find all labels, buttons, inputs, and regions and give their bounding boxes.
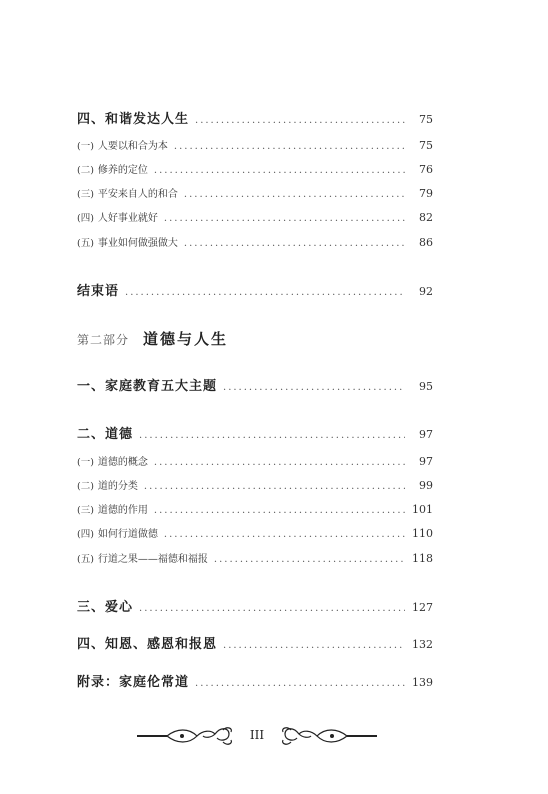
toc-entry-page: 95 — [419, 380, 433, 393]
toc-entry-appendix[interactable] — [77, 676, 433, 689]
toc-entry-p2-3[interactable] — [77, 601, 433, 614]
leader-dots — [139, 604, 405, 614]
toc-entry-number: (一) — [77, 457, 94, 468]
leader-dots — [139, 431, 405, 441]
leader-dots — [154, 458, 405, 468]
leader-dots — [154, 506, 405, 516]
leader-dots — [214, 555, 405, 565]
toc-entry-page: 132 — [412, 638, 433, 651]
toc-entry-page: 97 — [419, 455, 433, 468]
leader-dots — [164, 530, 405, 540]
toc-entry-number: (五) — [77, 554, 94, 565]
toc-entry-page: 75 — [419, 139, 433, 152]
toc-entry-page: 101 — [412, 503, 433, 516]
toc-entry-title: 道德的概念 — [97, 457, 148, 468]
toc-entry-conclusion[interactable] — [77, 285, 433, 298]
leader-dots — [195, 679, 405, 689]
leader-dots — [164, 214, 405, 224]
toc-entry-p2-2-1[interactable] — [77, 456, 433, 468]
toc-entry-page: 79 — [419, 187, 433, 200]
part-label: 第二部分 — [77, 333, 130, 347]
toc-entry-number: (三) — [77, 505, 94, 516]
toc-entry-4-2[interactable] — [77, 164, 433, 176]
toc-entry-title: 四、和谐发达人生 — [77, 112, 190, 127]
toc-entry-title: 一、家庭教育五大主题 — [77, 379, 218, 394]
page-number: III — [249, 728, 265, 742]
toc-entry-page: 75 — [419, 113, 433, 126]
toc-entry-page: 76 — [419, 163, 433, 176]
leader-dots — [223, 641, 405, 651]
toc-entry-title: 修养的定位 — [97, 165, 148, 176]
toc-entry-p2-2-2[interactable] — [77, 480, 433, 492]
toc-entry-page: 97 — [419, 428, 433, 441]
leader-dots — [154, 166, 405, 176]
toc-entry-4-5[interactable] — [77, 237, 433, 249]
leader-dots — [184, 239, 405, 249]
toc-entry-page: 99 — [419, 479, 433, 492]
leader-dots — [184, 190, 405, 200]
toc-entry-title: 如何行道做德 — [97, 529, 158, 540]
toc-entry-number: (二) — [77, 481, 94, 492]
toc-entry-title: 人好事业就好 — [97, 213, 158, 224]
toc-entry-number: (五) — [77, 238, 94, 249]
toc-entry-page: 86 — [419, 236, 433, 249]
toc-entry-p2-1[interactable] — [77, 380, 433, 393]
toc-entry-page: 82 — [419, 211, 433, 224]
toc-entry-title: 事业如何做强做大 — [97, 238, 178, 249]
toc-entry-p2-4[interactable] — [77, 638, 433, 651]
toc-entry-title: 平安来自人的和合 — [97, 189, 178, 200]
toc-entry-4-1[interactable] — [77, 140, 433, 152]
leader-dots — [223, 383, 405, 393]
toc-entry-p2-2-3[interactable] — [77, 504, 433, 516]
toc-entry-title: 三、爱心 — [77, 600, 134, 615]
toc-entry-page: 139 — [412, 676, 433, 689]
leader-dots — [144, 482, 405, 492]
toc-entry-page: 92 — [419, 285, 433, 298]
toc-entry-page: 118 — [412, 552, 433, 565]
leader-dots — [125, 288, 405, 298]
toc-entry-number: (四) — [77, 213, 94, 224]
toc-entry-number: (三) — [77, 189, 94, 200]
leader-dots — [195, 116, 405, 126]
part-heading — [77, 328, 228, 349]
leader-dots — [174, 142, 405, 152]
page-footer — [137, 724, 377, 750]
toc-entry-title: 四、知恩、感恩和报恩 — [77, 637, 218, 652]
toc-entry-title: 人要以和合为本 — [97, 141, 168, 152]
toc-entry-title: 二、道德 — [77, 427, 134, 442]
toc-entry-p2-2[interactable] — [77, 428, 433, 441]
toc-entry-number: (二) — [77, 165, 94, 176]
toc-entry-p2-2-4[interactable] — [77, 528, 433, 540]
toc-entry-title: 结束语 — [77, 284, 120, 299]
part-title: 道德与人生 — [143, 330, 229, 348]
toc-entry-number: (一) — [77, 141, 94, 152]
toc-entry-page: 110 — [412, 527, 433, 540]
toc-entry-4-4[interactable] — [77, 212, 433, 224]
toc-entry-title: 道的分类 — [97, 481, 138, 492]
toc-entry-4-3[interactable] — [77, 188, 433, 200]
toc-entry-title: 道德的作用 — [97, 505, 148, 516]
toc-entry-title: 附录：家庭伦常道 — [77, 675, 190, 690]
toc-entry-p2-2-5[interactable] — [77, 553, 433, 565]
toc-entry-number: (四) — [77, 529, 94, 540]
toc-entry-section-4[interactable] — [77, 113, 433, 126]
toc-entry-page: 127 — [412, 601, 433, 614]
toc-entry-title: 行道之果——福德和福报 — [97, 554, 208, 565]
